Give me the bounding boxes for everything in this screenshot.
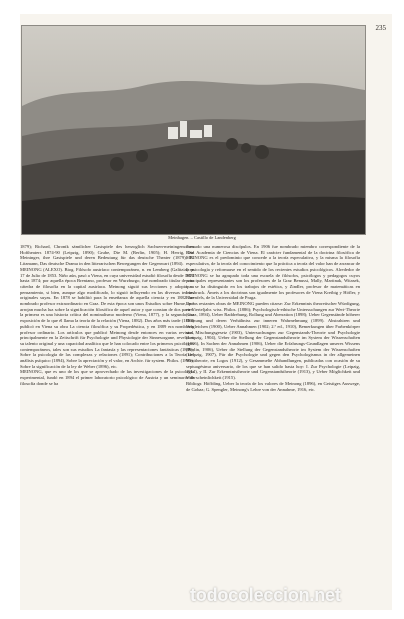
paragraph: 1879); Richard, Chronik sämtlicher Gastspiele des herzoglich Sachsen-meiningenschen Hoftheaters 1874-90 (Leipzig, 1890); Grube, Die M. (Berlin, 1905); H. Herrig, Die Meininger, ihre Gastspiele und deren Bedeutung für das deutsche Theater (1879); B. Litzmann, Das deutsche Drama in den litterarischen Bewegungen der Gegenwart (1894). <box>20 244 194 267</box>
landscape-photograph <box>21 25 366 235</box>
paragraph: formado una numerosa discípulos. En 1906 fue nombrado miembro correspondiente de la Real Academia de Ciencias de Viena. El carácter fundamental de la doctrina filosófica de MEINONG es el predominio que concede a la teoría especulativa, y la misma la filosofía especulativa, de la teoría del conocimiento que la práctica a teoría del valor han de arrancar de la psicología y reformarse en el sentido de los recientes estudios psicológicos. Alrededor de MEINONG se ha agrupado toda una escuela de filósofos, psicólogos y pedagogos cuyos principales representantes son los profesores de la Graz Benussi, Mally, Martinak, Witasek, que se ha distinguido en los trabajos de estética, y Zindler, profesor de matemáticas en Innsbruck. Ámeis a los doctrinas son igualmente los profesores de Viena Kreibig y Höfler, y Ehrenfels, de la Universidad de Praga. <box>186 244 360 301</box>
paragraph: De las restantes obras de MEINONG pueden citarse: Zur Erkenntnis theoretischer Würdigung, en Vierteljahr. wiss. Philos. (1886); Psychologisch-ethische Untersuchungen zur Wert-Theorie (Graz, 1894), Ueber Raddrehung, Rollung und Aberration (1898); Ueber Gegenstände höherer Ordnung und deren Verhältniss zur inneren Wahrnehmung (1899). Abstrahiren und Vergleichen (1900), Ueber Annahmen (1902; 2.ª ed., 1910), Bemerkungen über Farbenkörper und Mischungsgesetz (1903), Untersuchungen zur Gegenstands-Theorie und Psychologie (Leipzig, 1904), Ueber die Stellung der Gegenstandstheorie im System der Wissenschaften (1906), In Sachen der Annahmen (1906), Ueber die Erfahrungs-Grundlagen unseres Wissens (Berlin, 1906), Ueber die Stellung der Gegenstandstheorie im System der Wissenschaften (Leipzig, 1907), Für die Psychologie und gegen den Psychologismus in der allgemeinen Werttheorie, en Logos (1912), y Gesammelte Abhandlungen, publicadas con ocasión de su septuagésimo aniversario, de los que se han salido hasta hoy: I. Zur Psychologie (Leipzig, 1914), y II. Zur Erkenntnistheorie und Gegenstandstheorie (1913), y Ueber Möglichkeit und Wahrscheinlichkeit (1915). <box>186 301 360 381</box>
paragraph: MEINONG, que es uno de los que se aprovechado de las investigaciones de la psicología experimental, fundó en 1894 el primer laboratorio psicológico de Austria y un seminario de filosofía donde se ha <box>20 369 194 386</box>
watermark: todocoleccion.net <box>190 585 341 605</box>
text-column-left <box>20 244 194 387</box>
paragraph: MEINONG (ALEXO). Biog. Filósofo austríaco contemporáneo, n. en Lemberg (Galitzia) en 17 de Julio de 1853. Niño aún, pasó a Viena, en cuya universidad estudió filosofía desde 1870 hasta 1874; por aquella época Brentano, profesor en Wurzburgo, fué nombrado titular de una cátedra de filosofía en la capital austríaca. Meinong siguió sus lecciones y adoptó su pensamiento, si bien, aunque algo modificado, lo siguió influyendo en las diversas teorías originales suyas. En 1878 se habilitó para la enseñanza de aquella ciencia y en 1882 fue nombrado profesor extraordinario en Graz. De esta época son unos Estudios sobre Hume, que arrojan mucha luz sobre la significación filosófica de aquel autor y que constan de dos partes: la primera es una historia crítica del nominalismo moderno (Viena, 1877), y la segunda una exposición de lo que él llama la teoría de la relación (Viena, 1882). Dos años más tarde (1885) publicó en Viena su obra La ciencia filosófica y su Propedéutica, y en 1889 era nombrado profesor ordinario. Los artículos que publicó Meinong desde entonces en varias revistas, principalmente en la Zeitschrift für Psychologie und Physiologie der Sinnesorgane, revelaron su talento original y una capacidad analítica que le han colocado entre los primeros psicólogos contemporáneos, tales son sus estudios La fantasía y las representaciones fantásticas (1889); Sobre la psicología de las complexas y relaciones (1891); Contribuciones a la Teoría del análisis psíquico (1894), Sobre la apreciación y el valor, en Archiv. für system. Philos. (1895), Sobre la significación de la ley de Weber (1896), etc. <box>20 266 194 369</box>
figure-caption: Meinhagen. – Castillo de Landenberg <box>168 235 236 240</box>
paragraph: Bibliogr. Höffding, Ueber la teoría de los valores de Meinong (1896), en Geistiges Auswege, de Gobaz; G. Spengler, Meinong's Lehre von der Annahme, 1916, etc. <box>186 380 360 392</box>
page-number: 235 <box>375 24 386 32</box>
text-column-right <box>186 244 360 392</box>
